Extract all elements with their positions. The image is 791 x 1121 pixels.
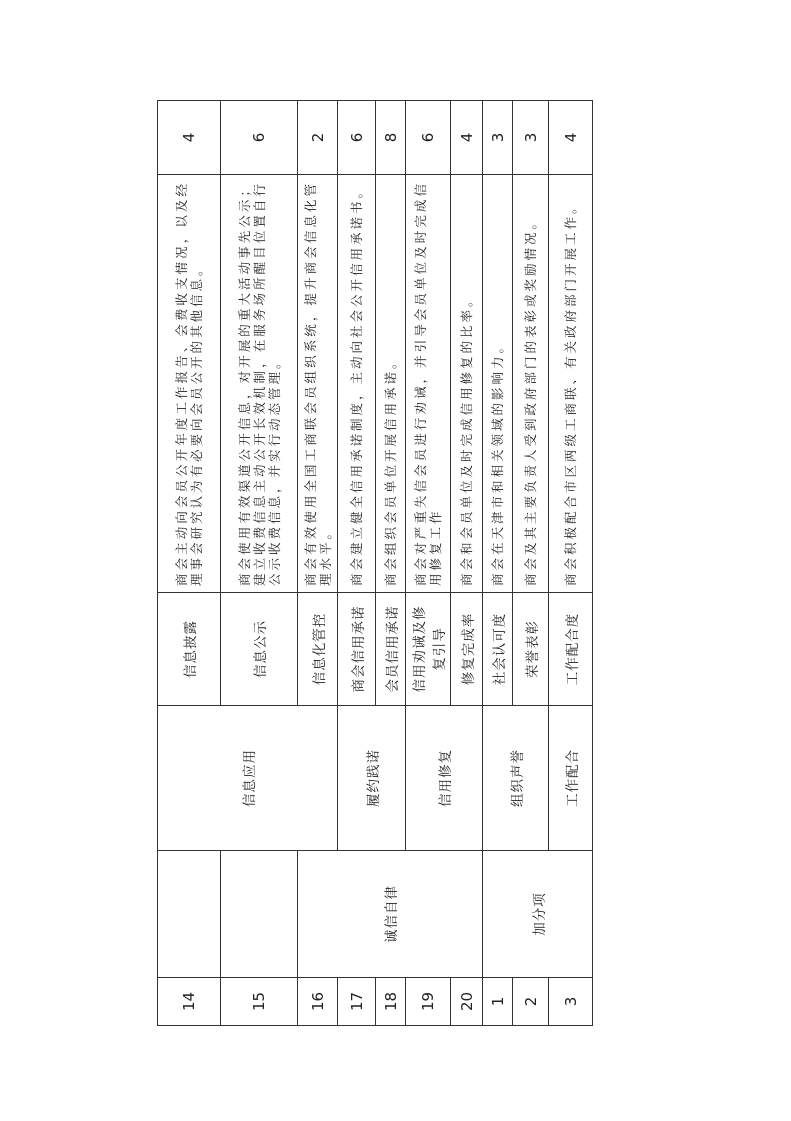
category-cell: [221, 851, 298, 978]
score-cell: 3: [483, 101, 513, 175]
row-number: 2: [513, 978, 549, 1026]
description-cell: 商会对严重失信会员进行劝诫，并引导会员单位及时完成信用修复工作: [406, 175, 451, 593]
item-cell: 工作配合度: [549, 593, 593, 706]
category-cell: [158, 851, 221, 978]
row-number: 18: [376, 978, 406, 1026]
table-row: [158, 101, 221, 1026]
row-number: 3: [549, 978, 593, 1026]
rotated-table-page: [157, 101, 585, 1026]
table-row: [298, 101, 338, 1026]
category-cell: 加分项: [483, 851, 593, 978]
score-cell: 4: [451, 101, 483, 175]
score-cell: 3: [513, 101, 549, 175]
item-cell: 信息披露: [158, 593, 221, 706]
row-number: 20: [451, 978, 483, 1026]
indicator-cell: 组织声誉: [483, 706, 549, 851]
indicator-cell: 履约践诺: [338, 706, 406, 851]
item-cell: 信息化管控: [298, 593, 338, 706]
description-cell: 商会建立健全信用承诺制度，主动向社会公开信用承诺书。: [338, 175, 376, 593]
row-number: 16: [298, 978, 338, 1026]
description-cell: 商会在天津市和相关领域的影响力。: [483, 175, 513, 593]
row-number: 19: [406, 978, 451, 1026]
score-cell: 2: [298, 101, 338, 175]
description-cell: 商会积极配合市区两级工商联、有关政府部门开展工作。: [549, 175, 593, 593]
row-number: 1: [483, 978, 513, 1026]
indicator-cell: 工作配合: [549, 706, 593, 851]
score-cell: 6: [338, 101, 376, 175]
table-row: [221, 101, 298, 1026]
score-cell: 4: [158, 101, 221, 175]
description-cell: 商会使用有效渠道公开信息，对开展的重大活动事先公示；建立收费信息主动公开长效机制，在服务场所醒目位置自行公示收费信息，并实行动态管理。: [221, 175, 298, 593]
evaluation-table: [157, 100, 593, 1026]
description-cell: 商会主动向会员公开年度工作报告、会费收支情况，以及经理事会研究认为有必要向会员公开的其他信息。: [158, 175, 221, 593]
score-cell: 8: [376, 101, 406, 175]
row-number: 14: [158, 978, 221, 1026]
item-cell: 社会认可度: [483, 593, 513, 706]
item-cell: 会员信用承诺: [376, 593, 406, 706]
score-cell: 6: [221, 101, 298, 175]
item-cell: 荣誉表彰: [513, 593, 549, 706]
item-cell: 信息公示: [221, 593, 298, 706]
indicator-cell: 信用修复: [406, 706, 483, 851]
item-cell: 商会信用承诺: [338, 593, 376, 706]
category-cell: 诚信自律: [298, 851, 483, 978]
score-cell: 6: [406, 101, 451, 175]
item-cell: 信用劝诫及修复引导: [406, 593, 451, 706]
description-cell: 商会有效使用全国工商联会员组织系统，提升商会信息化管理水平。: [298, 175, 338, 593]
description-cell: 商会及其主要负责人受到政府部门的表彰或奖励情况。: [513, 175, 549, 593]
table-row: [483, 101, 513, 1026]
description-cell: 商会组织会员单位开展信用承诺。: [376, 175, 406, 593]
score-cell: 4: [549, 101, 593, 175]
row-number: 15: [221, 978, 298, 1026]
description-cell: 商会和会员单位及时完成信用修复的比率。: [451, 175, 483, 593]
row-number: 17: [338, 978, 376, 1026]
indicator-cell: 信息应用: [158, 706, 338, 851]
item-cell: 修复完成率: [451, 593, 483, 706]
